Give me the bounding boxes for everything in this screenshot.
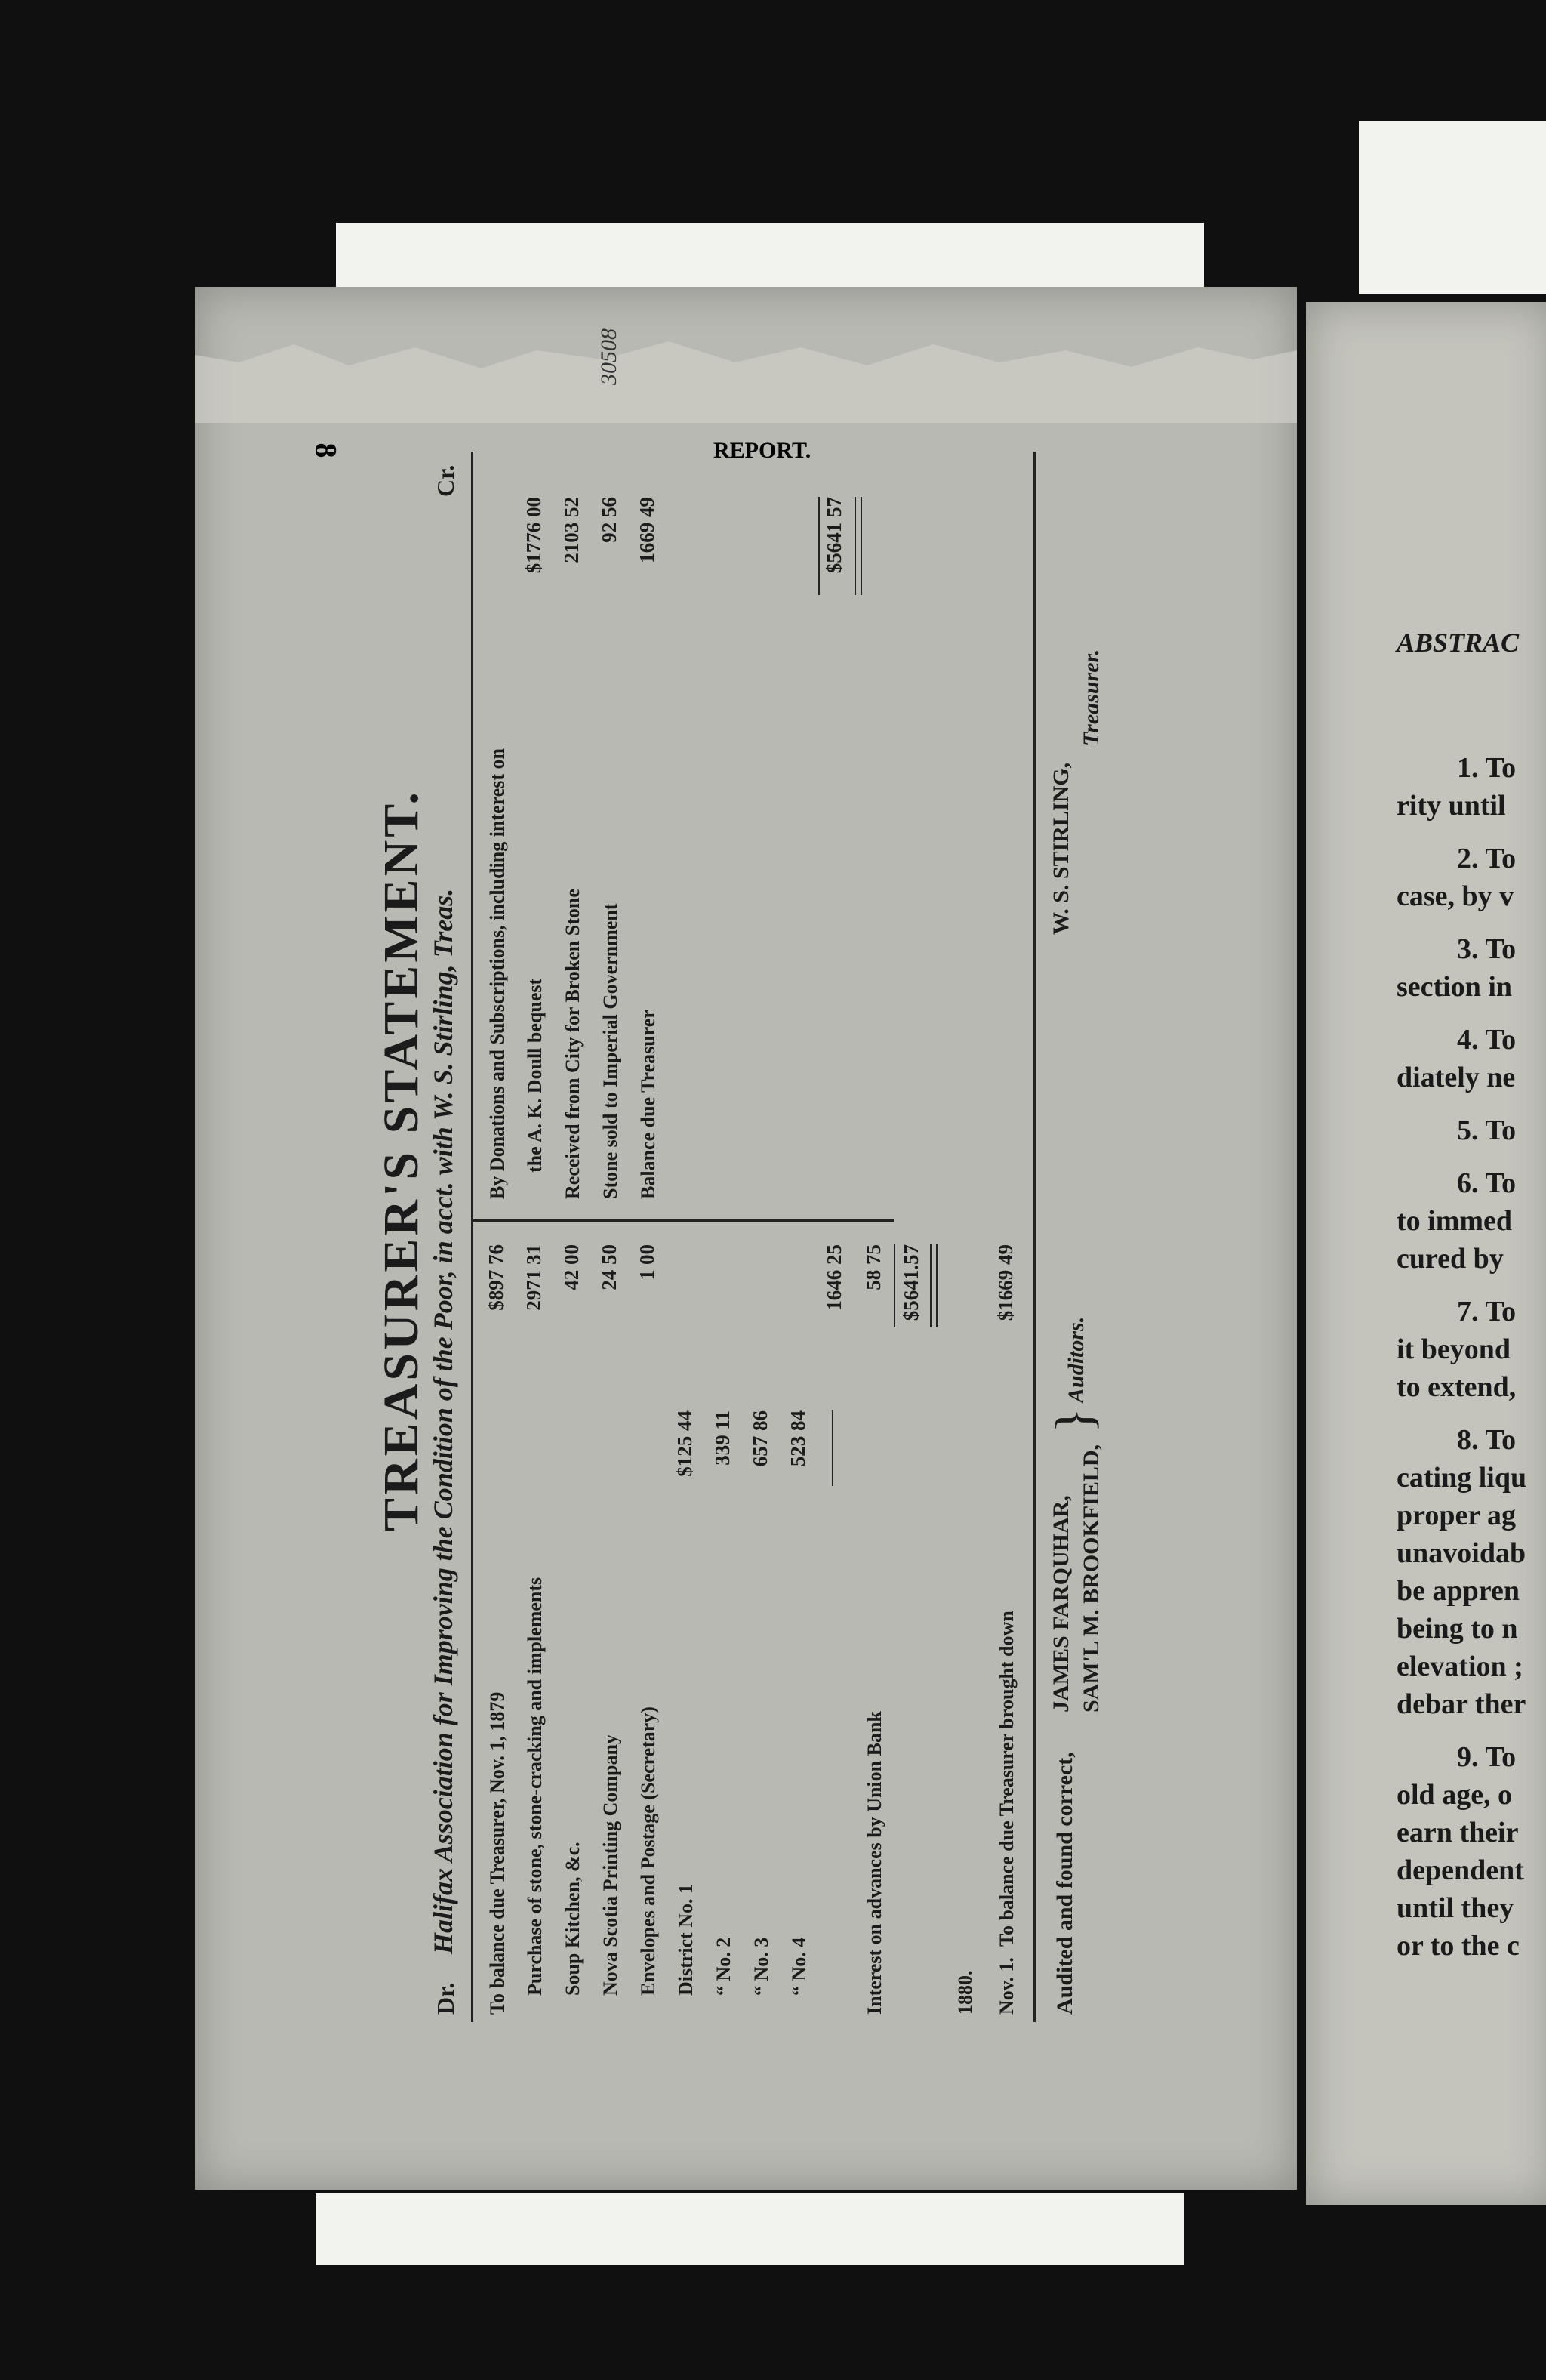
interest-amount: 58 75 (862, 1244, 885, 1290)
right-line: dependent (1397, 1854, 1524, 1886)
credit-amount: 1669 49 (636, 497, 658, 563)
district-row: “ No. 4 (788, 1937, 810, 1996)
credit-row: Balance due Treasurer (637, 1010, 659, 1199)
credit-row: Received from City for Broken Stone (562, 889, 584, 1199)
district-row: “ No. 2 (713, 1937, 735, 1996)
right-heading: ABSTRAC (1397, 627, 1520, 658)
year-label: 1880. (954, 1970, 976, 2015)
cr-label: Cr. (432, 464, 459, 497)
bottom-rule (1033, 452, 1036, 2022)
right-line: old age, o (1397, 1779, 1513, 1811)
district-amount: $125 44 (673, 1410, 696, 1477)
right-line: 5. To (1457, 1114, 1517, 1146)
right-line: it beyond (1397, 1333, 1511, 1365)
debit-total-rule (894, 1244, 895, 1327)
right-line: unavoidab (1397, 1537, 1526, 1569)
debit-double-rule (930, 1244, 932, 1327)
right-line: 1. To (1457, 752, 1517, 784)
credit-double-rule (861, 497, 862, 595)
debit-row: To balance due Treasurer, Nov. 1, 1879 (486, 1691, 508, 2015)
debit-amount: 24 50 (598, 1244, 621, 1290)
right-line: cating liqu (1397, 1462, 1527, 1494)
center-rule (471, 1219, 894, 1222)
district-row: District No. 1 (675, 1883, 697, 1996)
right-line: diately ne (1397, 1062, 1516, 1093)
credit-row-cont: the A. K. Doull bequest (524, 978, 546, 1173)
district-row: “ No. 3 (750, 1937, 772, 1996)
debit-row: Envelopes and Postage (Secretary) (637, 1706, 659, 1996)
debit-row: Nova Scotia Printing Company (599, 1734, 621, 1996)
right-line: case, by v (1397, 880, 1514, 912)
district-amount: 523 84 (787, 1410, 809, 1467)
right-line: earn their (1397, 1817, 1519, 1848)
debit-total: $5641.57 (900, 1244, 922, 1321)
right-line: to extend, (1397, 1371, 1517, 1403)
pencil-note: 30508 (596, 328, 621, 385)
right-line: be appren (1397, 1575, 1520, 1607)
auditors-brace: } (1046, 1407, 1104, 1433)
debit-row: Purchase of stone, stone-cracking and implements (524, 1577, 546, 1996)
right-line: until they (1397, 1892, 1514, 1924)
debit-amount: 42 00 (560, 1244, 583, 1290)
credit-total-rule (818, 497, 820, 595)
district-sum-rule (832, 1410, 833, 1486)
debit-amount: 2971 31 (522, 1244, 545, 1311)
audited-line: Audited and found correct, (1052, 1752, 1077, 2015)
right-line: 9. To (1457, 1741, 1517, 1773)
debit-amount: $897 76 (485, 1244, 507, 1311)
debit-row: Soup Kitchen, &c. (562, 1842, 584, 1996)
statement-subtitle: Halifax Association for Improving the Condition of the Poor, in acct. with W. S. Stirling, Treas. (428, 888, 458, 1954)
page-number: 8 (309, 442, 343, 458)
right-line: elevation ; (1397, 1651, 1523, 1682)
right-line: 7. To (1457, 1296, 1517, 1327)
right-line: 4. To (1457, 1024, 1517, 1056)
brought-down-row: To balance due Treasurer brought down (996, 1611, 1018, 1947)
brought-down-amount: $1669 49 (994, 1244, 1017, 1321)
right-line: or to the c (1397, 1930, 1520, 1962)
credit-row: By Donations and Subscriptions, including interest on (486, 748, 508, 1199)
right-line: 3. To (1457, 933, 1517, 965)
credit-total: $5641 57 (823, 497, 845, 574)
district-amount: 657 86 (749, 1410, 771, 1467)
treasurer-name: W. S. STIRLING, (1049, 762, 1073, 935)
debit-amount: 1 00 (636, 1244, 658, 1281)
credit-amount: 92 56 (598, 497, 621, 543)
bottom-white-sheet (316, 2193, 1184, 2265)
right-line: debar ther (1397, 1688, 1526, 1720)
treasurer-title: Treasurer. (1079, 649, 1104, 746)
credit-row: Stone sold to Imperial Government (599, 903, 621, 1199)
right-line: 2. To (1457, 843, 1517, 874)
districts-total: 1646 25 (823, 1244, 845, 1311)
right-line: being to n (1397, 1613, 1518, 1645)
debit-double-rule (936, 1244, 938, 1327)
top-right-white-sheet (1359, 121, 1546, 294)
credit-amount: $1776 00 (522, 497, 545, 574)
auditor-name: JAMES FARQUHAR, (1049, 1495, 1073, 1713)
statement-title: TREASURER'S STATEMENT. (374, 789, 429, 1531)
top-rule (471, 452, 473, 2022)
brought-down-date: Nov. 1. (996, 1957, 1018, 2015)
running-head: REPORT. (713, 438, 811, 463)
right-line: 6. To (1457, 1167, 1517, 1199)
auditor-name: SAM'L M. BROOKFIELD, (1079, 1444, 1104, 1713)
right-line: to immed (1397, 1205, 1513, 1237)
dr-label: Dr. (432, 1982, 459, 2015)
credit-amount: 2103 52 (560, 497, 583, 563)
right-line: 8. To (1457, 1424, 1517, 1456)
right-line: section in (1397, 971, 1513, 1003)
right-line: rity until (1397, 790, 1506, 822)
right-line: proper ag (1397, 1500, 1516, 1531)
interest-row: Interest on advances by Union Bank (864, 1711, 885, 2015)
treasurers-statement (290, 429, 1181, 2030)
auditors-label: Auditors. (1064, 1316, 1089, 1403)
right-line: cured by (1397, 1243, 1504, 1275)
credit-double-rule (855, 497, 856, 595)
district-amount: 339 11 (711, 1410, 734, 1466)
